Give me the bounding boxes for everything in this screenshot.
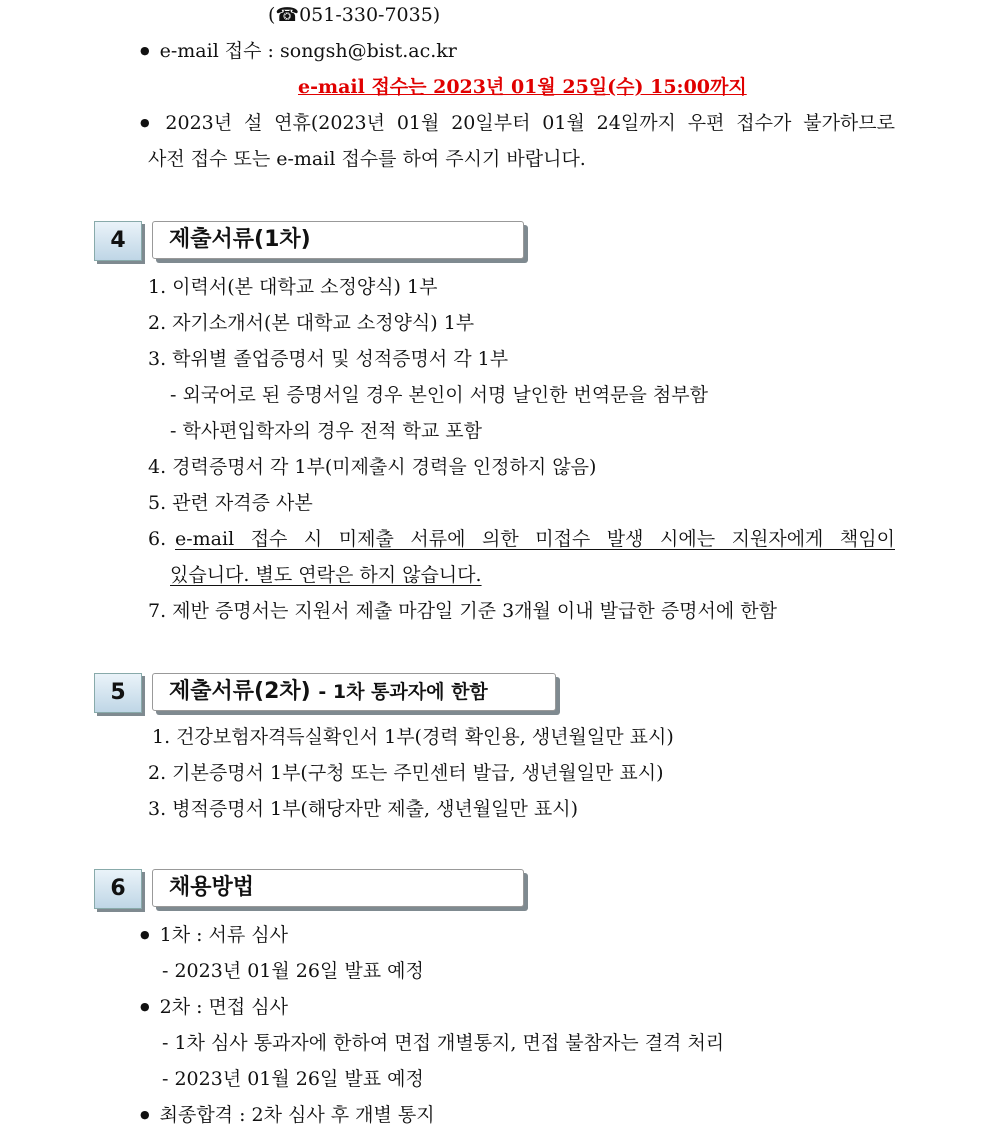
section-number: 5: [94, 673, 142, 713]
phone-number: (☎051-330-7035): [268, 4, 441, 26]
list-item: 4. 경력증명서 각 1부(미제출시 경력을 인정하지 않음): [148, 456, 597, 478]
list-item: 2. 기본증명서 1부(구청 또는 주민센터 발급, 생년월일만 표시): [148, 762, 664, 784]
list-subitem: - 학사편입학자의 경우 전적 학교 포함: [170, 420, 482, 442]
list-item: 2. 자기소개서(본 대학교 소정양식) 1부: [148, 312, 475, 334]
section-title: 채용방법: [152, 869, 524, 907]
list-subitem: - 2023년 01월 26일 발표 예정: [162, 960, 424, 982]
holiday-notice-line2: 사전 접수 또는 e-mail 접수를 하여 주시기 바랍니다.: [148, 148, 586, 170]
list-item: 7. 제반 증명서는 지원서 제출 마감일 기준 3개월 이내 발급한 증명서에 한함: [148, 600, 777, 622]
list-item: ● 2차 : 면접 심사: [140, 994, 288, 1023]
list-item-email-warning: e-mail 접수 시 미제출 서류에 의한 미접수 발생 시에는 지원자에게 책임이: [175, 528, 895, 550]
section-subtitle: - 1차 통과자에 한함: [318, 681, 488, 703]
section-5-header: [94, 671, 564, 715]
list-item: 1. 이력서(본 대학교 소정양식) 1부: [148, 276, 438, 298]
holiday-notice-line1: ● 2023년 설 연휴(2023년 01월 20일부터 01월 24일까지 우편 접수가 불가하므로: [140, 110, 895, 139]
list-item: 3. 학위별 졸업증명서 및 성적증명서 각 1부: [148, 348, 509, 370]
list-item: ● 최종합격 : 2차 심사 후 개별 통지: [140, 1102, 435, 1131]
list-subitem: - 2023년 01월 26일 발표 예정: [162, 1068, 424, 1090]
list-item: 1. 건강보험자격득실확인서 1부(경력 확인용, 생년월일만 표시): [152, 726, 674, 748]
section-number: 4: [94, 221, 142, 261]
list-item-email-warning-cont: 있습니다. 별도 연락은 하지 않습니다.: [170, 564, 482, 586]
email-line: ● e-mail 접수 : songsh@bist.ac.kr: [140, 38, 457, 67]
list-item: ● 1차 : 서류 심사: [140, 922, 288, 951]
section-title: 제출서류(2차): [169, 679, 311, 704]
email-deadline: e-mail 접수는 2023년 01월 25일(수) 15:00까지: [298, 76, 747, 98]
section-title-box: [152, 673, 556, 711]
list-subitem: - 외국어로 된 증명서일 경우 본인이 서명 날인한 번역문을 첨부함: [170, 384, 708, 406]
section-title: 제출서류(1차): [152, 221, 524, 259]
section-number: 6: [94, 869, 142, 909]
section-6-header: [94, 867, 524, 911]
item-6-number: 6.: [148, 528, 167, 550]
list-item: 5. 관련 자격증 사본: [148, 492, 313, 514]
section-4-header: [94, 219, 524, 263]
list-subitem: - 1차 심사 통과자에 한하여 면접 개별통지, 면접 불참자는 결격 처리: [162, 1032, 725, 1054]
list-item: 3. 병적증명서 1부(해당자만 제출, 생년월일만 표시): [148, 798, 579, 820]
